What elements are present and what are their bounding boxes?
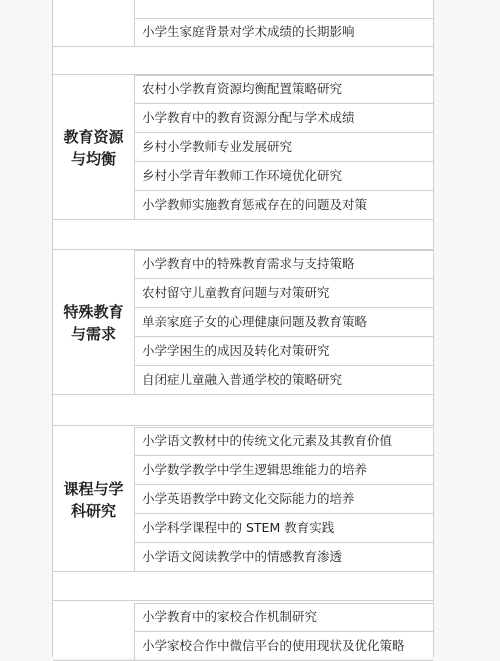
- topic-cell: 小学教育中的家校合作机制研究: [134, 603, 433, 632]
- spacer-row: [53, 47, 433, 75]
- section-divider: [53, 219, 433, 220]
- topic-cell: 乡村小学青年教师工作环境优化研究: [134, 162, 433, 191]
- topic-cell: 农村留守儿童教育问题与对策研究: [134, 279, 433, 308]
- category-label: [53, 603, 134, 661]
- topic-cell: 小学语文阅读教学中的情感教育渗透: [134, 543, 433, 572]
- topic-cell: 小学教育中的特殊教育需求与支持策略: [134, 250, 433, 279]
- topic-cell: 小学语文教材中的传统文化元素及其教育价值: [134, 427, 433, 456]
- category-label: 特殊教育 与需求: [63, 302, 124, 343]
- topic-cell: 小学家校合作中微信平台的使用现状及优化策略: [134, 632, 433, 661]
- topic-cell: 小学教师实施教育惩戒存在的问题及对策: [134, 191, 433, 220]
- topic-cell: 小学学困生的成因及转化对策研究: [134, 337, 433, 366]
- category-label: 课程与学 科研究: [63, 479, 124, 520]
- spacer-row: [53, 573, 433, 601]
- topic-cell: 乡村小学教师专业发展研究: [134, 133, 433, 162]
- topic-cell: 小学教育中的教育资源分配与学术成绩: [134, 104, 433, 133]
- topic-cell: 农村小学教育资源均衡配置策略研究: [134, 75, 433, 104]
- topic-cell: 自闭症儿童融入普通学校的策略研究: [134, 366, 433, 395]
- column-divider: [134, 0, 135, 18]
- topic-cell: 小学科学课程中的 STEM 教育实践: [134, 514, 433, 543]
- topic-cell: 小学生家庭背景对学术成绩的长期影响: [134, 18, 433, 47]
- topic-table: [52, 0, 434, 657]
- topic-cell: 小学英语教学中跨文化交际能力的培养: [134, 485, 433, 514]
- section-divider: [53, 571, 433, 572]
- spacer-row: [53, 222, 433, 250]
- category-label: [53, 18, 134, 47]
- section-divider: [53, 394, 433, 395]
- spacer-row: [53, 398, 433, 426]
- topic-cell: 单亲家庭子女的心理健康问题及教育策略: [134, 308, 433, 337]
- category-label: 教育资源 与均衡: [63, 127, 124, 168]
- topic-cell: 小学数学教学中学生逻辑思维能力的培养: [134, 456, 433, 485]
